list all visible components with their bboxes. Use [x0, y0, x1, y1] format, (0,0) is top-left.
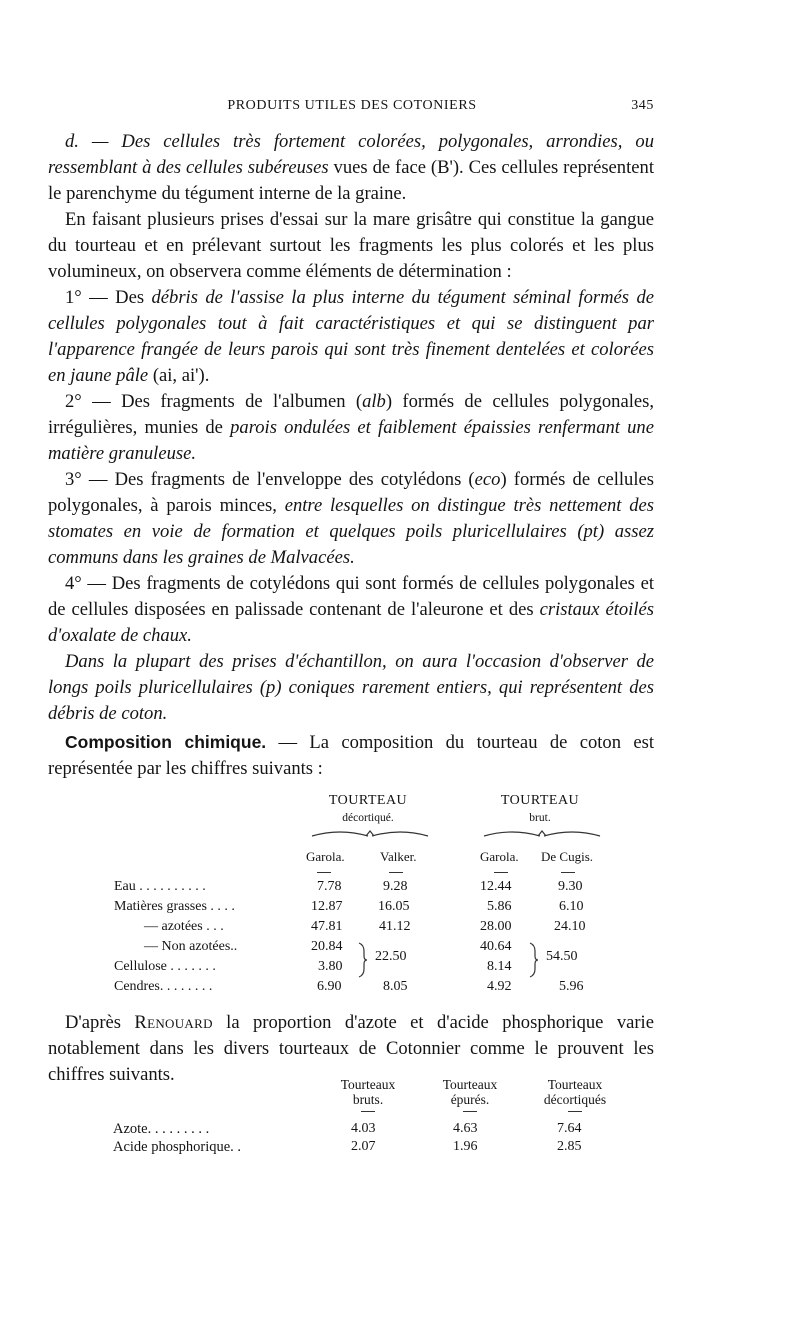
table-row-label: Cendres. . . . . . . .	[114, 979, 213, 994]
table-column-header: Tourteaux	[340, 1077, 396, 1092]
text-run: la proportion d'azote et d'acide phosphorique varie notablement dans les divers tourteaux de Cotonnier comme le prouvent les chiffres suivants.	[48, 1012, 654, 1085]
paragraph-item-4	[48, 571, 654, 649]
section-heading: Composition chimique.	[65, 732, 267, 752]
table-cell: 5.96	[559, 979, 584, 994]
table-row-label: Acide phosphorique. .	[113, 1139, 242, 1155]
table-cell: 9.30	[558, 879, 583, 894]
paragraph-item-3	[48, 467, 654, 571]
text-run-italic: entre lesquelles on distingue très nettement des stomates en voie de formation et quelques poils pluricellulaires (pt) assez communs dans les graines de Malvacées.	[48, 495, 654, 568]
paragraph-note: Dans la plupart des prises d'échantillon, on aura l'occasion d'observer de longs poils pluricellulaires (p) coniques rarement entiers, qui représentent des débris de coton.	[48, 651, 654, 724]
table-cell: 6.10	[559, 899, 584, 914]
table-cell: 20.84	[311, 939, 343, 954]
text-run-italic: débris de l'assise la plus interne du tégument séminal formés de cellules polygonales tout à fait caractéristiques et qui se distinguent par l'apparence frangée de leurs parois qui sont très finement dentelées et colorées en jaune pâle	[48, 287, 654, 386]
table-cell: 12.44	[480, 879, 512, 894]
text-run: vues de face (B'). Ces cellules représentent le parenchyme du tégument interne de la graine.	[48, 157, 654, 204]
header-dash	[389, 872, 403, 873]
header-dash	[361, 1111, 375, 1112]
paragraph-renouard	[48, 1010, 654, 1088]
text-block-upper	[48, 129, 654, 727]
text-run: 2° — Des fragments de l'albumen (	[65, 391, 363, 412]
brace-decoration	[527, 941, 541, 979]
paragraph-item-1	[48, 285, 654, 389]
text-run: 3° — Des fragments de l'enveloppe des cotylédons (	[65, 469, 475, 490]
table-row-label: Eau . . . . . . . . . .	[114, 879, 206, 894]
table-column-header: De Cugis.	[541, 849, 593, 864]
table-cell: 47.81	[311, 919, 343, 934]
text-run: 1° — Des	[65, 287, 152, 308]
table-row-label: Cellulose . . . . . . .	[114, 959, 216, 974]
table-cell-combined: 54.50	[546, 949, 578, 964]
table-column-header: Tourteaux	[442, 1077, 498, 1092]
author-name: Renouard	[134, 1012, 213, 1033]
table-cell: 9.28	[383, 879, 408, 894]
table-column-header: décortiqués	[543, 1092, 607, 1107]
text-run-italic: cristaux étoilés d'oxalate de chaux.	[48, 599, 654, 646]
table-column-header: Garola.	[480, 849, 519, 864]
table-group-subtitle: brut.	[529, 812, 551, 824]
table-cell: 3.80	[318, 959, 343, 974]
table-column-header: Tourteaux	[547, 1077, 603, 1092]
brace-decoration	[482, 826, 602, 840]
text-block-renouard	[48, 1010, 654, 1088]
header-dash	[561, 872, 575, 873]
paragraph-d	[48, 129, 654, 207]
table-cell: 41.12	[379, 919, 411, 934]
header-dash	[463, 1111, 477, 1112]
table-row-label: Matières grasses . . . .	[114, 899, 235, 914]
text-run: — La composition du tourteau de coton est représentée par les chiffres suivants :	[48, 732, 654, 779]
table-cell: 16.05	[378, 899, 410, 914]
table-group-subtitle: décortiqué.	[342, 812, 394, 824]
page-number: 345	[631, 98, 654, 113]
table-cell: 28.00	[480, 919, 512, 934]
paragraph-composition	[48, 729, 654, 782]
table-cell-combined: 22.50	[375, 949, 407, 964]
table-cell: 7.64	[557, 1121, 582, 1136]
table-group-title: TOURTEAU	[328, 793, 408, 808]
text-run: d. — Des	[65, 131, 164, 152]
text-run: ) formés de cellules polygonales, irrégulières, munies de	[48, 391, 655, 438]
running-header	[50, 98, 654, 118]
paragraph-item-2	[48, 389, 654, 467]
text-run: ) formés de cellules polygonales, à parois minces,	[48, 469, 655, 516]
table-cell: 2.07	[351, 1139, 376, 1154]
table-column-header: bruts.	[352, 1092, 384, 1107]
table-cell: 4.92	[487, 979, 512, 994]
table-cell: 12.87	[311, 899, 343, 914]
text-run-italic: alb	[362, 391, 386, 412]
header-dash	[494, 872, 508, 873]
text-run: D'après	[65, 1012, 135, 1033]
brace-decoration	[356, 941, 370, 979]
text-run-italic: cellules très fortement colorées, polygonales, arrondies, ou ressemblant à des cellules subéreuses	[48, 131, 654, 178]
table-cell: 1.96	[453, 1139, 478, 1154]
table-column-header: Garola.	[306, 849, 345, 864]
brace-decoration	[310, 826, 430, 840]
running-title: PRODUITS UTILES DES COTONIERS	[227, 98, 477, 113]
table-cell: 4.03	[351, 1121, 376, 1136]
table-column-header: épurés.	[450, 1092, 490, 1107]
text-block-composition	[48, 729, 654, 782]
table-row-label: — Non azotées..	[144, 939, 238, 954]
table-group-title: TOURTEAU	[500, 793, 580, 808]
table-cell: 7.78	[317, 879, 342, 894]
table-row-label: — azotées . . .	[144, 919, 224, 934]
table-cell: 8.05	[383, 979, 408, 994]
table-column-header: Valker.	[380, 849, 417, 864]
text-run: (ai, ai').	[148, 365, 210, 386]
header-dash	[568, 1111, 582, 1112]
table-cell: 8.14	[487, 959, 512, 974]
table-row-label: Azote. . . . . . . . .	[113, 1121, 210, 1137]
table-cell: 2.85	[557, 1139, 582, 1154]
table-cell: 5.86	[487, 899, 512, 914]
table-cell: 6.90	[317, 979, 342, 994]
text-run-italic: eco	[474, 469, 501, 490]
header-dash	[317, 872, 331, 873]
paragraph-intro: En faisant plusieurs prises d'essai sur la mare grisâtre qui constitue la gangue du tourteau et en prélevant surtout les fragments les plus colorés et les plus volumineux, on observera comme éléments de détermination :	[48, 209, 654, 282]
table-cell: 4.63	[453, 1121, 478, 1136]
table-cell: 40.64	[480, 939, 512, 954]
table-cell: 24.10	[554, 919, 586, 934]
text-run: 4° — Des fragments de cotylédons qui sont formés de cellules polygonales et de cellules disposées en palissade contenant de l'aleurone et des	[48, 573, 654, 620]
text-run-italic: parois ondulées et faiblement épaissies renfermant une matière granuleuse.	[48, 417, 654, 464]
